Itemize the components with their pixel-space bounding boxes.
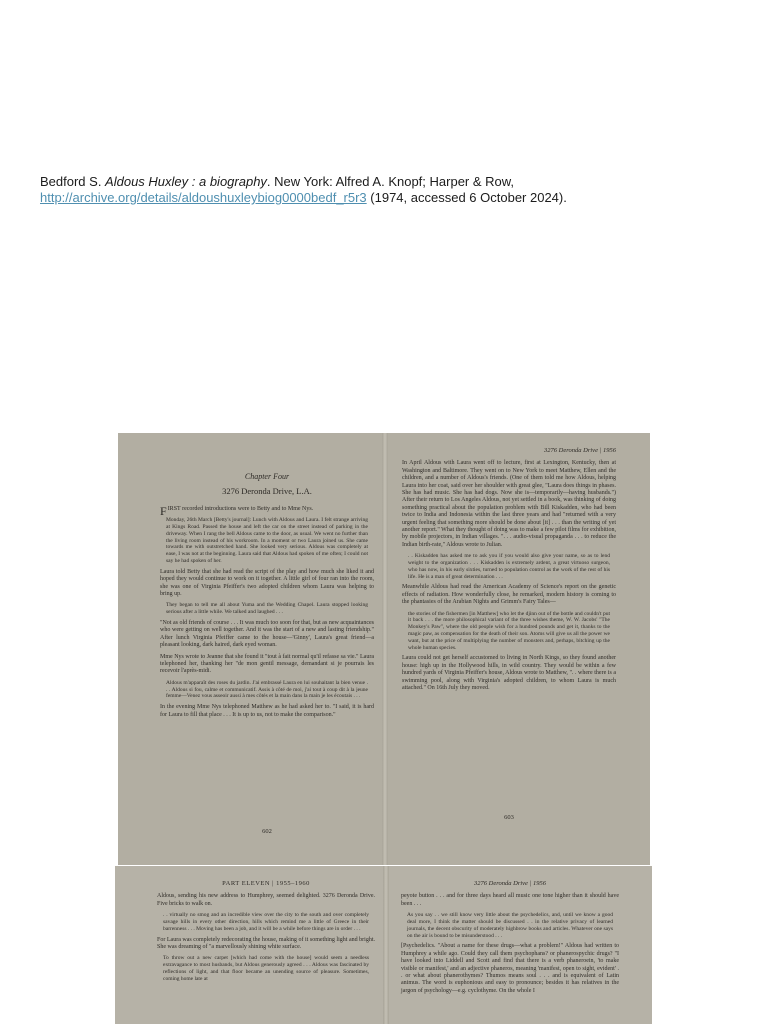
citation-suffix: (1974, accessed 6 October 2024). xyxy=(366,190,567,205)
paragraph: They began to tell me all about Yuma and the Wedding Chapel. Laura stopped looking serious after a little while. We talked and laughed . . . xyxy=(166,602,368,616)
running-header: 3276 Deronda Drive | 1956 xyxy=(544,447,616,454)
paragraph: [Psychedelics. "About a name for these drugs—what a problem!" Aldous had written to Humphrey a while ago. Could they call them psychophans? or phanerospychic drugs? "I have looked into Liddell and Scott and find that there is a verb phaneroein, 'to make visible or manifest,' and an adjective phaneros, meaning 'manifest, open to sight, evident' . . or what about phanerothymes? Thumos means soul . . . and is equivalent of Latin animus. The word is euphonious and easy to pronounce; besides it has relatives in the jargon of psychology—e.g. cyclothyme. On the whole I xyxy=(401,943,619,994)
book-gutter xyxy=(382,433,388,865)
book-page-left xyxy=(160,433,374,865)
paragraph: Aldous, sending his new address to Humphrey, seemed delighted. 3276 Deronda Drive. Five bricks to walk on. xyxy=(157,893,375,907)
book-page-right xyxy=(402,447,616,865)
paragraph: In the evening Mme Nys telephoned Matthew as he had asked her to. "I said, it is hard for Laura to fill that place . . . It is up to us, not to make the comparison." xyxy=(160,704,374,718)
chapter-title: 3276 Deronda Drive, L.A. xyxy=(222,486,312,497)
book-page-right xyxy=(401,880,619,1024)
running-header: 3276 Deronda Drive | 1956 xyxy=(474,880,546,887)
citation-publisher: . New York: Alfred A. Knopf; Harper & Row, xyxy=(266,174,515,189)
paragraph: the stories of the fishermen [in Matthew] who let the djinn out of the bottle and couldn't put it back . . . the more philosophical variant of the three wishes theme, W. W. Jacobs' "The Monkey's Paw", where the old people wish for a hundred pounds and get it, thanks to the magic paw, as compensation for the death of their son. Atoms will give us all the power we want, but at the price of multiplying the number of monsters and, perhaps, bitching up the whole human species. xyxy=(408,610,610,651)
book-scan-pages-604-605 xyxy=(115,866,652,1024)
paragraph: As you say . . we still know very little about the psychedelics, and, until we know a good deal more, I think the matter should be discussed . . in the relative privacy of learned journals, the decent obscurity of moderately highbrow books and articles. Whatever one says on the air is bound to be misunderstood . . . xyxy=(407,912,613,939)
page-number: 603 xyxy=(504,813,514,821)
paragraph: To throw out a new carpet [which had come with the house] would seem a needless extravagance to most husbands, but Aldous generously agreed . . . Aldous was fascinated by reflections of light, and that floor became an unending source of pleasure. Sometimes, coming home late at xyxy=(163,955,369,982)
drop-cap: F xyxy=(160,503,167,518)
paragraph: . . virtually no smog and an incredible view over the city to the south and over completely savage hills in every other direction, hills which remind me a little of Greece in their barrenness . . . Moving has been a job, and it will be a while before things are in order . . . xyxy=(163,912,369,932)
paragraph: For Laura was completely redecorating the house, making of it something light and bright. She was dreaming of "a marvellously shining white surface. xyxy=(157,936,375,951)
chapter-label: Chapter Four xyxy=(244,472,290,481)
running-header: PART ELEVEN | 1955–1960 xyxy=(222,880,310,887)
page-number: 602 xyxy=(262,827,272,835)
paragraph: Laura told Betty that she had read the script of the play and how much she liked it and hoped they would continue to work on it together. A little girl of four ran into the room, she was one of Virginia Pfeiffer's two adopted children whom Laura was helping to bring up. xyxy=(160,568,374,598)
paragraph: Aldous m'apparaît des roses du jardin. J'ai embrassé Laura en lui souhaitant la bien venue . . . Aldous si fou, calme et communicatif. Assis à côté de moi, j'ai tout à coup dit à la jeune femme—Venez vous asseoir aussi à mes côtés et la main dans la main je les écoutais . . . xyxy=(166,679,368,700)
paragraph: peyote button . . . and for three days heard all music one tone higher than it should have been . . . xyxy=(401,893,619,907)
book-gutter xyxy=(383,866,389,1024)
citation-link[interactable]: http://archive.org/details/aldoushuxleybiog0000bedf_r5r3 xyxy=(40,190,367,205)
citation-title: Aldous Huxley : a biography xyxy=(105,174,267,189)
paragraph: . . Kiskadden has asked me to ask you if you would also give your name, so as to lend weight to the organization . . . Kiskadden is extremely ardent, a great virtuoso surgeon, who has now, in his early sixties, turned to population control as the work of the rest of his life. He is a man of great determination . . . xyxy=(408,553,610,580)
book-page-left xyxy=(157,880,375,1024)
citation-author: Bedford S. xyxy=(40,174,106,189)
paragraph: Monday, 26th March [Betty's journal]: Lunch with Aldous and Laura. I felt strange arriving at Kings Road. Passed the house and left the car on the street instead of parking in the driveway. When I rang the bell Aldous came to the door, as usual. We went no further than the living room instead of his workroom. In a moment or two Laura joined us. She came towards me with outstretched hand. She looked very serious. Aldous was completely at ease, I was not at the beginning. Laura said that Aldous had spoken of me often; I could not say he had spoken of her. xyxy=(166,517,368,564)
paragraph: "Not as old friends of course . . . It was much too soon for that, but as new acquaintances who were getting on well together. And it was the start of a new and lasting friendship." After lunch Virginia Pfeiffer came to the house—'Ginny', Laura's great friend—a pleasant looking, dark haired, dark eyed woman. xyxy=(160,620,374,649)
book-scan-pages-602-603 xyxy=(118,433,650,865)
paragraph: FIRST recorded introductions were to Betty and to Mme Nys. xyxy=(160,503,314,518)
paragraph: In April Aldous with Laura went off to lecture, first at Lexington, Kentucky, then at Washington and Baltimore. They went on to New York to meet Matthew, Ellen and the children, and a number of Aldous's friends. (One of them told me how Aldous, helping Laura into her coat, said over her shoulder with great glee, "Laura does things in phases. She has had music. She has had dogs. Now she is—temporarily—having husbands.") After their return to Los Angeles Aldous, not yet settled in a book, was thinking of doing something practical about the population problem with Bill Kiskadden, who had been twice to India and Indonesia within the last three years and had "returned with a very urgent feeling that something more should be done about [it] . . . than the writing of yet another report." What they thought of doing was to make a few pilot films for exhibition, by mobile projectors, in Indian villages. ". . . audio-visual propaganda . . . to reduce the Indian birth-rate," Aldous wrote to Julian. xyxy=(402,460,616,548)
paragraph: Mme Nys wrote to Jeanne that she found it "tout à fait normal qu'il refasse sa vie." Laura telephoned her, thanking her "de mon gentil message, demandant si je pourrais les recevoir l'après-midi. xyxy=(160,653,374,675)
paragraph: Laura could not get herself accustomed to living in North Kings, so they found another house: high up in the Hollywood hills, in wild country. They would be within a few hundred yards of Virginia Pfeiffer's house, Aldous wrote to Matthew, ". . where there is a swimming pool, along with Virginia's adopted children, to whom Laura is much attached." On 16th July they moved. xyxy=(402,655,616,692)
paragraph: Meanwhile Aldous had read the American Academy of Science's report on the genetic effects of radiation. How wonderfully close, he remarked, modern history is coming to the phantasies of the Arabian Nights and Grimm's Fairy Tales— xyxy=(402,584,616,606)
citation xyxy=(40,174,740,206)
